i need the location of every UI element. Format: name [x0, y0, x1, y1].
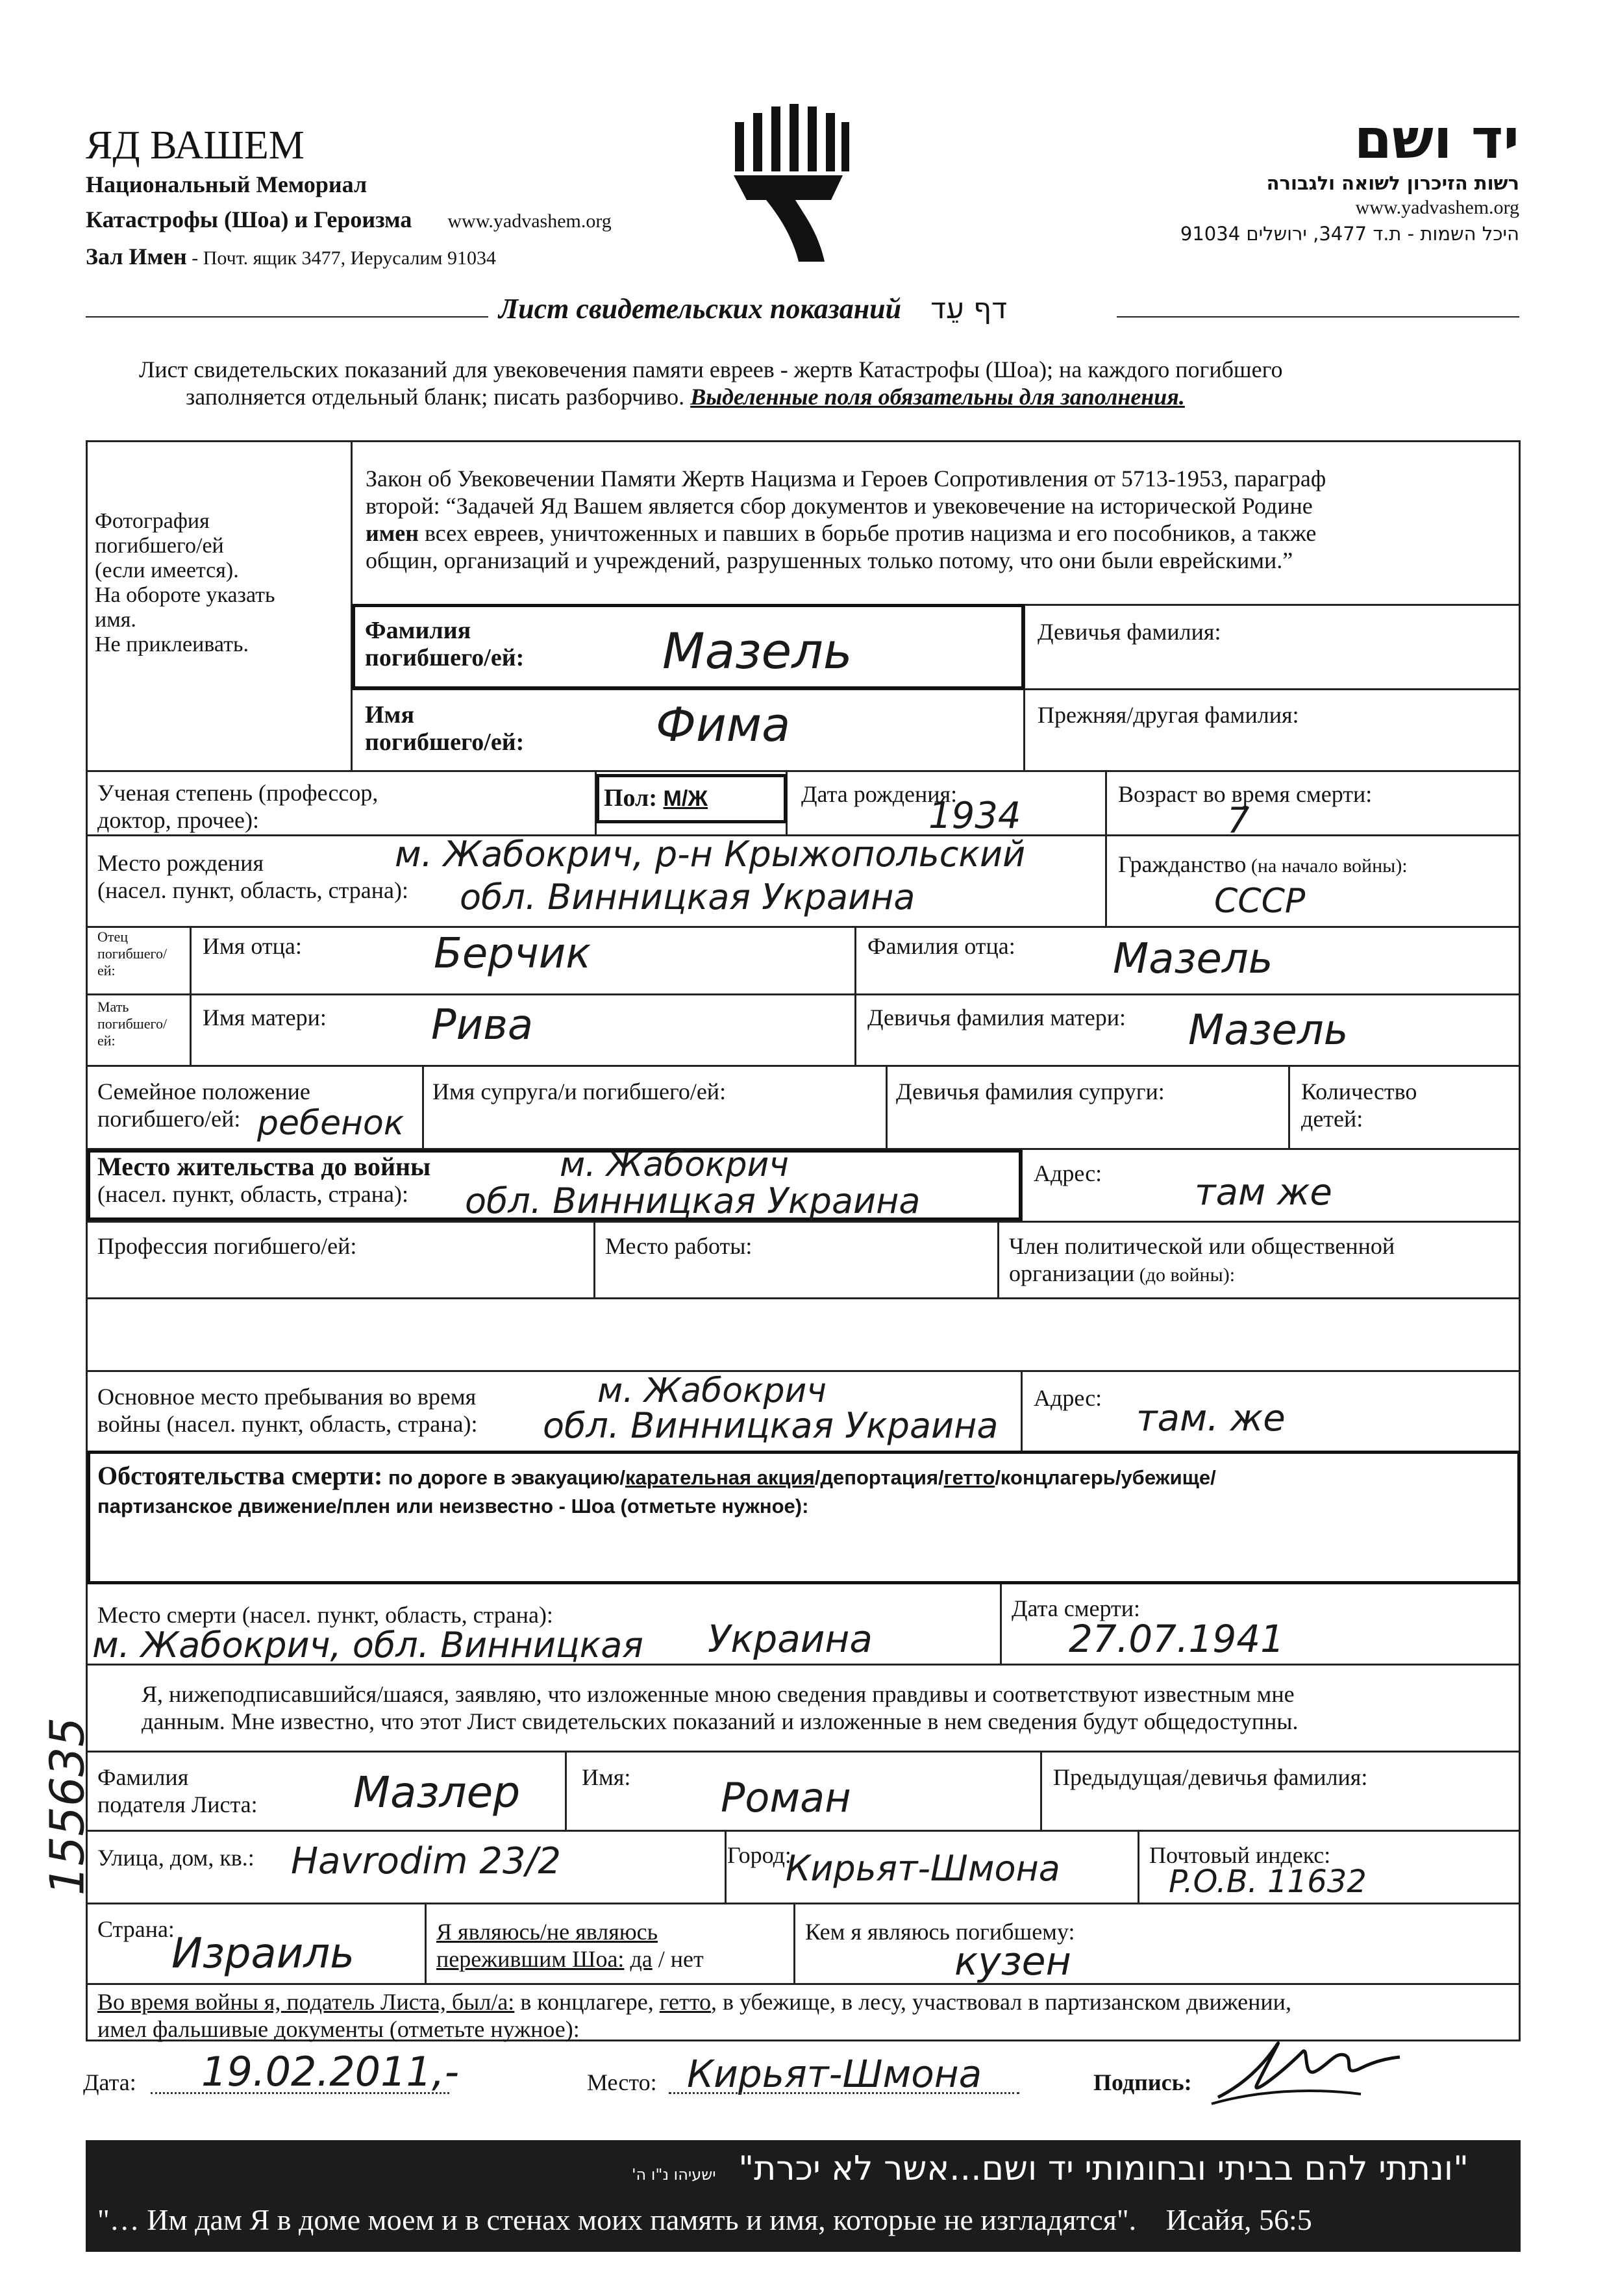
survivor-no[interactable]: нет	[670, 1946, 704, 1972]
street-label: Улица, дом, кв.:	[97, 1845, 255, 1871]
footer-place-value[interactable]: Кирьят-Шмона	[687, 2052, 982, 2096]
father-surname-value[interactable]: Мазель	[1113, 935, 1273, 983]
signature-label: Подпись:	[1093, 2069, 1192, 2095]
intro-emphasis: Выделенные поля обязательны для заполнения.	[690, 384, 1185, 410]
gender-field[interactable]	[604, 784, 708, 812]
mother-side-label: Мать погибшего/ ей:	[97, 999, 168, 1049]
footer-date-label: Дата:	[83, 2069, 136, 2095]
signature-scribble-icon	[1205, 2032, 1413, 2110]
degree-label: Ученая степень (профессор, доктор, прочее):	[97, 780, 379, 833]
heb-line3: היכל השמות - ת.ד 3477, ירושלים 91034	[1180, 223, 1519, 245]
submitter-prev-label: Предыдущая/девичья фамилия:	[1053, 1764, 1368, 1790]
victim-first-name-value[interactable]: Фима	[656, 697, 791, 752]
relation-value[interactable]: кузен	[954, 1939, 1071, 1984]
citizenship-value[interactable]: СССР	[1214, 882, 1306, 921]
wartime-value-2[interactable]: обл. Винницкая Украина	[543, 1405, 999, 1446]
header-left	[86, 123, 709, 275]
children-label: Количество детей:	[1301, 1079, 1417, 1132]
marital-label: Семейное положение погибшего/ей:	[97, 1079, 310, 1132]
workplace-label: Место работы:	[605, 1233, 753, 1259]
survivor-yes[interactable]: да	[630, 1946, 653, 1972]
father-name-value[interactable]: Берчик	[434, 930, 591, 978]
city-value[interactable]: Кирьят-Шмона	[786, 1848, 1060, 1889]
photo-note: Фотография погибшего/ей (если имеется). На обороте указать имя. Не приклеивать.	[95, 509, 275, 656]
victim-surname-label: Фамилия погибшего/ей:	[365, 617, 525, 671]
menorah-logo-icon	[727, 103, 851, 265]
death-place-label: Место смерти (насел. пункт, область, страна):	[97, 1602, 553, 1628]
profession-label: Профессия погибшего/ей:	[97, 1233, 357, 1259]
heb-line1: רשות הזיכרון לשואה ולגבורה	[1266, 172, 1519, 194]
age-label: Возраст во время смерти:	[1118, 781, 1373, 807]
wartime-address-value[interactable]: там. же	[1136, 1397, 1286, 1440]
banner-hebrew: "ונתתי להם בביתי ובחומותי יד ושם...אשר לא יכרת" ישעיהו נ"ו ה'	[631, 2149, 1469, 2188]
residence-value-1[interactable]: м. Жабокрич	[560, 1145, 789, 1184]
death-date-label: Дата смерти:	[1012, 1595, 1141, 1621]
member-label: Член политической или общественной организации (до войны):	[1009, 1233, 1395, 1286]
submitter-wartime[interactable]: Во время войны я, податель Листа, был/а: в концлагере, гетто, в убежище, в лесу, участвовал в партизанском движении, имел фальшивые документы (отметьте нужное):	[97, 1989, 1291, 2042]
footer-date-value[interactable]: 19.02.2011,-	[201, 2048, 460, 2095]
submitter-surname-value[interactable]: Мазлер	[353, 1767, 521, 1817]
wartime-value-1[interactable]: м. Жабокрич	[597, 1371, 827, 1410]
website-left: www.yadvashem.org	[447, 210, 612, 232]
header-right	[922, 108, 1519, 248]
gender-label: Пол:	[604, 784, 658, 812]
hall-address: - Почт. ящик 3477, Иерусалим 91034	[186, 247, 496, 269]
street-value[interactable]: Havrodim 23/2	[291, 1840, 562, 1882]
country-value[interactable]: Израиль	[171, 1930, 355, 1978]
intro-line2: заполняется отдельный бланк; писать разборчиво. Выделенные поля обязательны для заполнения.	[186, 384, 1185, 410]
residence-label: Место жительства до войны (насел. пункт, область, страна):	[97, 1152, 431, 1207]
death-circumstances-text: Обстоятельства смерти: по дороге в эвакуацию/карательная акция/депортация/гетто/концлагерь/убежище/ партизанское движение/плен или неизвестно - Шоа (отметьте нужное):	[97, 1461, 1216, 1517]
wartime-address-label: Адрес:	[1034, 1385, 1102, 1411]
archive-number: 155635	[40, 1717, 95, 1896]
city-label: Город:	[727, 1842, 791, 1868]
victim-first-name-label: Имя погибшего/ей:	[365, 701, 525, 756]
birth-date-value[interactable]: 1934	[928, 795, 1021, 837]
hall-label: Зал Имен	[86, 243, 187, 269]
marital-value[interactable]: ребенок	[257, 1104, 404, 1143]
footer-place-label: Место:	[587, 2069, 657, 2095]
residence-value-2[interactable]: обл. Винницкая Украина	[465, 1180, 921, 1221]
citizenship-label: Гражданство (на начало войны):	[1118, 851, 1408, 877]
father-surname-label: Фамилия отца:	[867, 933, 1015, 959]
form-title-heb: דף עֵד	[930, 292, 1008, 325]
declaration-text: Я, нижеподписавшийся/шаяся, заявляю, что изложенные мною сведения правдивы и соответствуют известным мне данным. Мне известно, что этот Лист свидетельских показаний и изложенные в нем сведения будут общедоступны.	[142, 1681, 1299, 1734]
death-place-value-1[interactable]: м. Жабокрич, обл. Винницкая	[92, 1625, 643, 1666]
relation-label: Кем я являюсь погибшему:	[805, 1919, 1075, 1945]
quote-banner	[86, 2140, 1521, 2252]
country-label: Страна:	[97, 1916, 175, 1942]
mother-maiden-label: Девичья фамилия матери:	[867, 1004, 1126, 1030]
spouse-maiden-label: Девичья фамилия супруги:	[896, 1079, 1165, 1104]
birthplace-label: Место рождения (насел. пункт, область, страна):	[97, 850, 409, 903]
submitter-name-label: Имя:	[582, 1764, 631, 1790]
org-line1: Национальный Мемориал	[86, 171, 367, 197]
law-text: Закон об Увековечении Памяти Жертв Нацизма и Героев Сопротивления от 5713-1953, параграф второй: “Задачей Яд Вашем является сбор документов и увековечение на исторической Родине имен всех евреев, уничтоженных и павших в борьбе против нацизма и его пособников, а также общин, организаций и учреждений, разрушенных только потому, что они были еврейскими.”	[366, 466, 1326, 573]
age-value[interactable]: 7	[1227, 800, 1250, 841]
intro-line1: Лист свидетельских показаний для увековечения памяти евреев - жертв Катастрофы (Шоа); на каждого погибшего	[139, 356, 1283, 382]
victim-surname-value[interactable]: Мазель	[662, 622, 852, 680]
org-line2: Катастрофы (Шоа) и Героизма	[86, 206, 412, 232]
org-title: ЯД ВАШЕМ	[86, 123, 305, 168]
signature-mark[interactable]	[1205, 2032, 1413, 2110]
submitter-name-value[interactable]: Роман	[721, 1774, 851, 1821]
survivor-field[interactable]: Я являюсь/не являюсь пережившим Шоа: да / нет	[436, 1919, 704, 1972]
maiden-name-label: Девичья фамилия:	[1038, 619, 1221, 645]
wartime-place-label: Основное место пребывания во время войны (насел. пункт, область, страна):	[97, 1384, 478, 1437]
birthplace-value-1[interactable]: м. Жабокрич, р-н Крыжопольский	[395, 834, 1026, 875]
gender-options: М/Ж	[663, 786, 708, 811]
mother-name-value[interactable]: Рива	[431, 1001, 534, 1049]
birth-date-label: Дата рождения:	[801, 781, 958, 807]
postal-value[interactable]: P.O.B. 11632	[1169, 1864, 1367, 1900]
birthplace-value-2[interactable]: обл. Винницкая Украина	[460, 877, 915, 917]
submitter-surname-label: Фамилия подателя Листа:	[97, 1764, 258, 1817]
banner-russian: "… Им дам Я в доме моем и в стенах моих память и имя, которые не изгладятся". Исайя, 56:5	[97, 2203, 1312, 2236]
mother-name-label: Имя матери:	[203, 1004, 327, 1030]
death-place-value-2[interactable]: Украина	[708, 1617, 873, 1661]
prev-name-label: Прежняя/другая фамилия:	[1038, 702, 1299, 728]
father-side-label: Отец погибшего/ ей:	[97, 929, 168, 979]
postal-label: Почтовый индекс:	[1149, 1842, 1331, 1868]
residence-address-label: Адрес:	[1034, 1160, 1102, 1186]
spouse-name-label: Имя супруга/и погибшего/ей:	[432, 1079, 727, 1104]
father-name-label: Имя отца:	[203, 933, 302, 959]
heb-title: יד ושם	[1354, 107, 1519, 171]
death-date-value[interactable]: 27.07.1941	[1069, 1617, 1285, 1661]
website-right: www.yadvashem.org	[1355, 197, 1519, 218]
yad-vashem-logo	[727, 103, 851, 265]
residence-address-value[interactable]: там же	[1195, 1171, 1332, 1214]
mother-maiden-value[interactable]: Мазель	[1188, 1006, 1349, 1054]
form-title: Лист свидетельских показаний דף עֵד	[499, 292, 1008, 325]
